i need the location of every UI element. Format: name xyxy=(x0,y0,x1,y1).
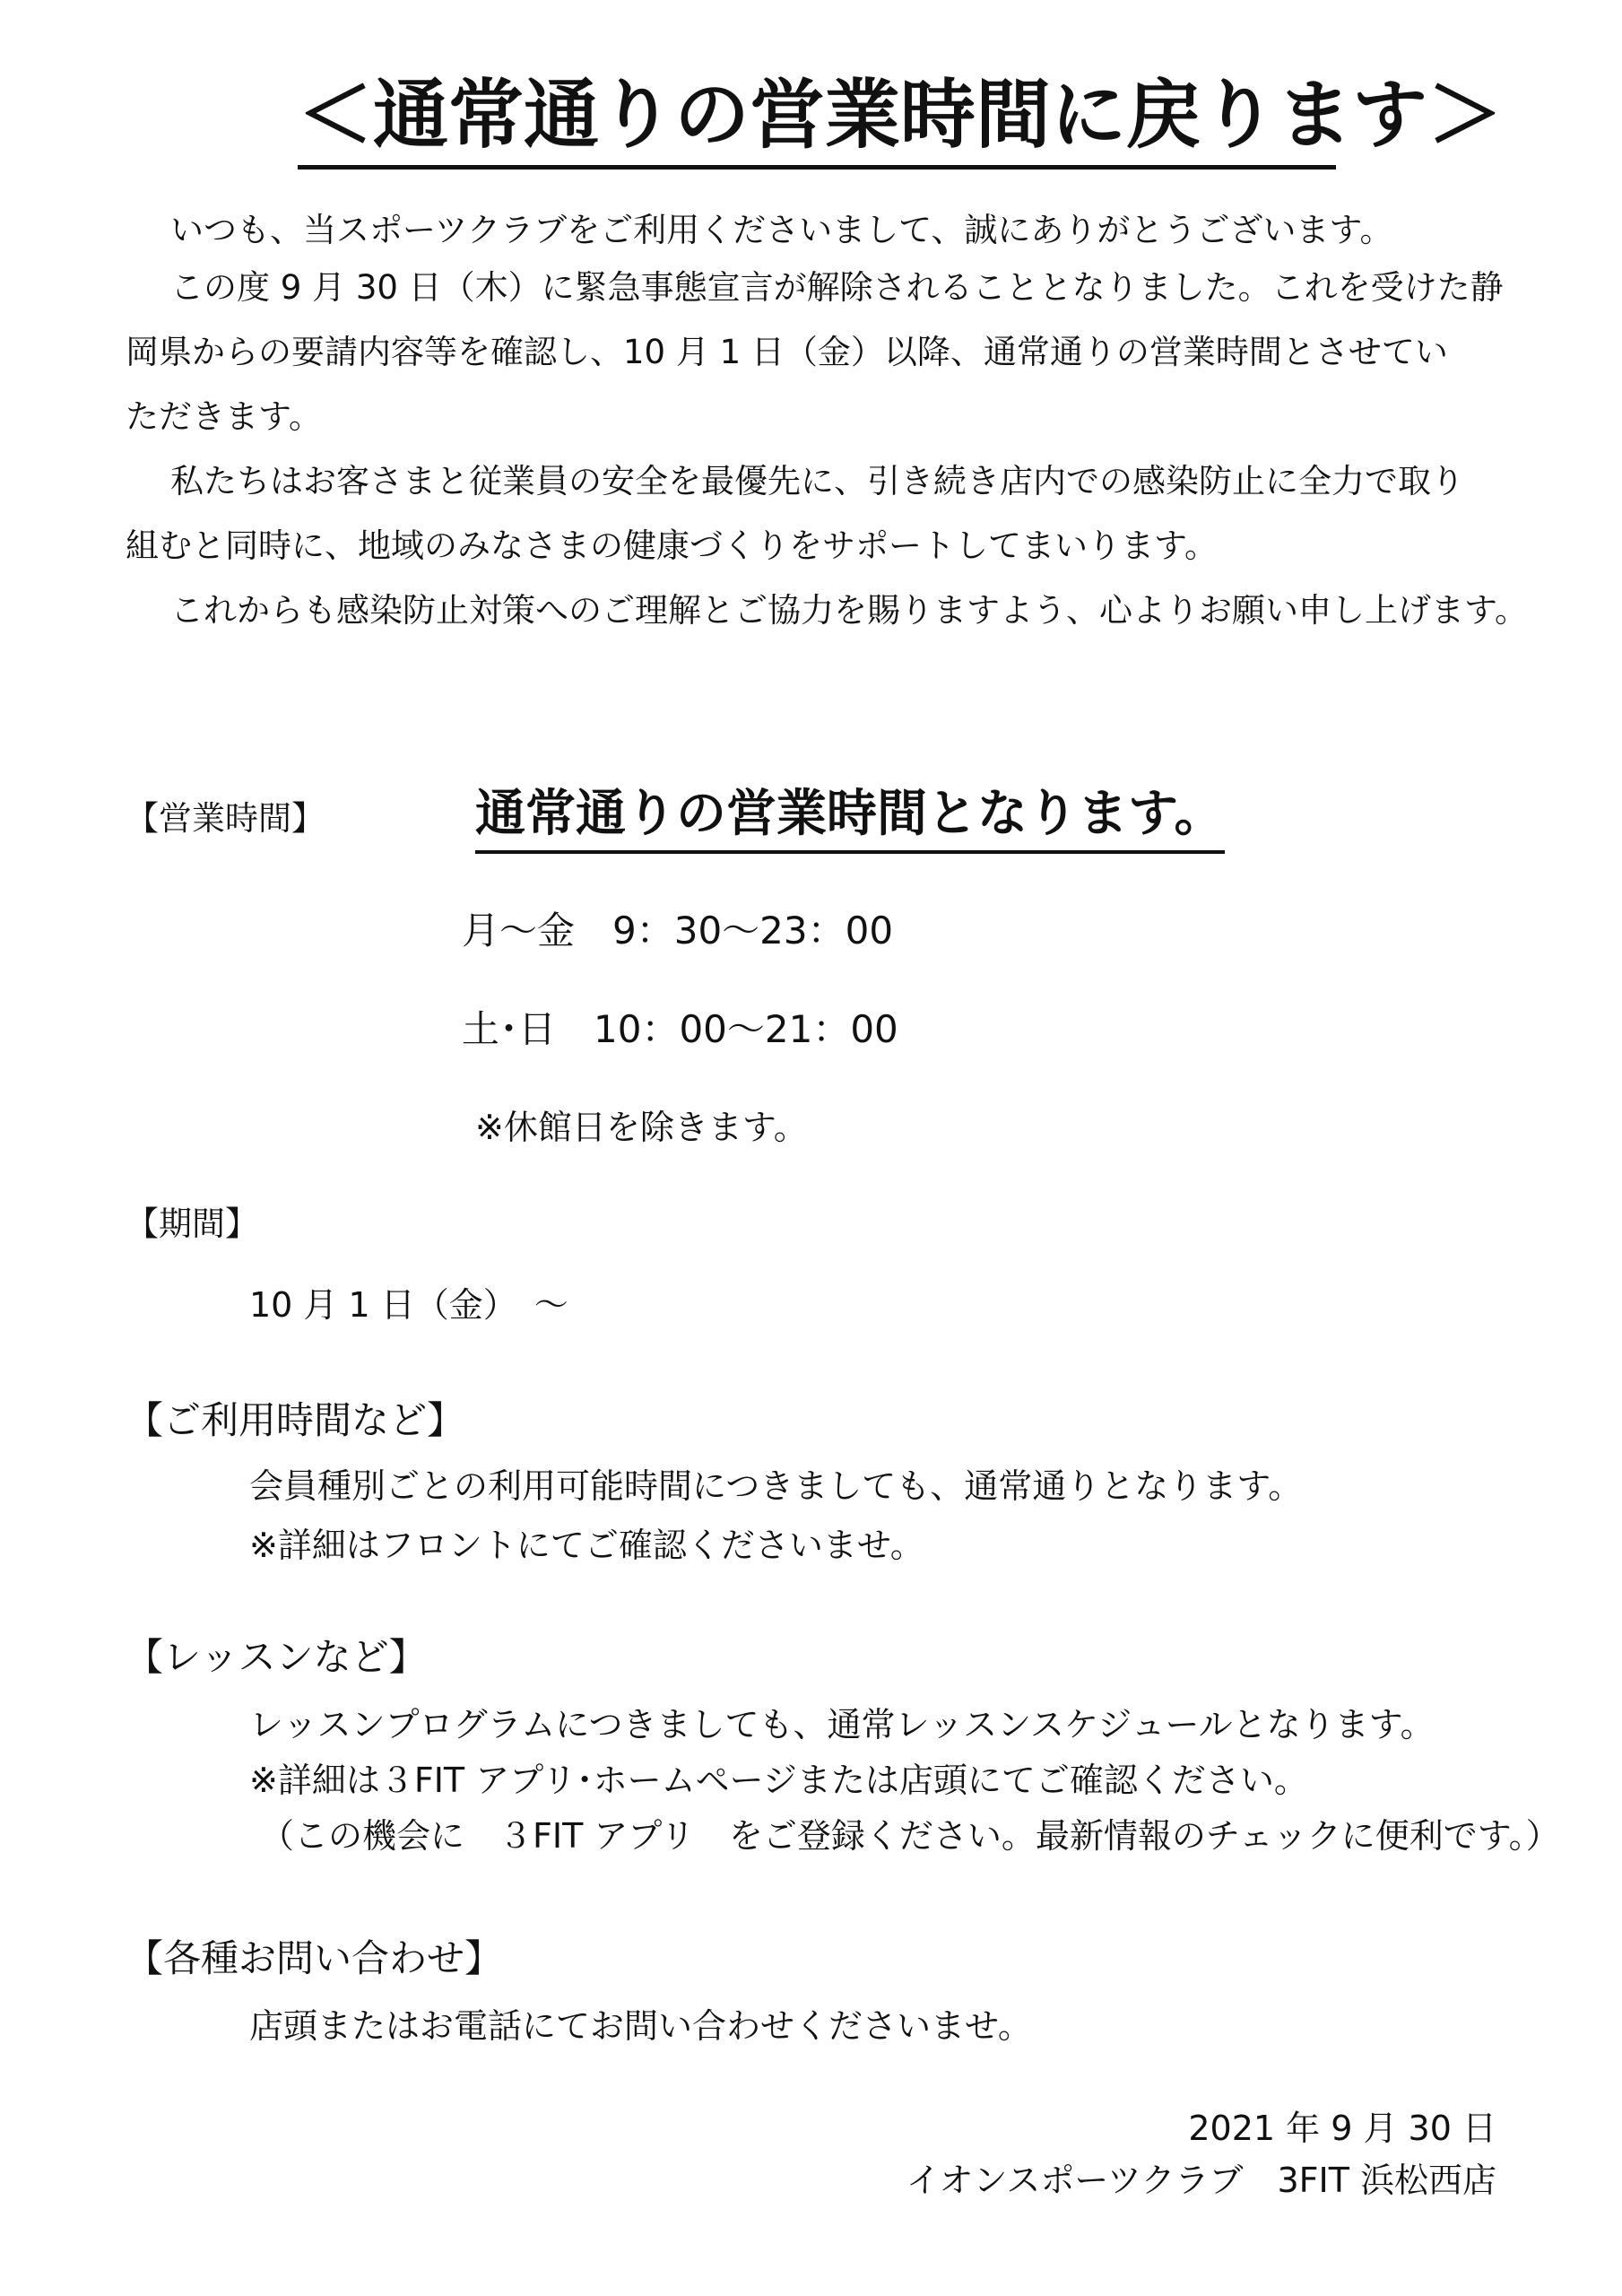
weekday-hours: 月～金 9：30～23：00 xyxy=(462,909,894,952)
intro-line-7: これからも感染防止対策へのご理解とご協力を賜りますよう、心よりお願い申し上げます。 xyxy=(170,591,1529,630)
lesson-line-1: レッスンプログラムにつきましても、通常レッスンスケジュールとなります。 xyxy=(249,1705,1435,1744)
footer-date: 2021 年 9 月 30 日 xyxy=(1188,2109,1496,2148)
period-label: 【期間】 xyxy=(126,1205,258,1243)
intro-line-6: 組むと同時に、地域のみなさまの健康づくりをサポートしてまいります。 xyxy=(126,526,1219,565)
page-title: ＜通常通りの営業時間に戻ります＞ xyxy=(298,70,1336,170)
contact-label: 【各種お問い合わせ】 xyxy=(126,1936,503,1980)
intro-line-1: いつも、当スポーツクラブをご利用くださいまして、誠にありがとうございます。 xyxy=(170,211,1393,249)
contact-text: 店頭またはお電話にてお問い合わせくださいませ。 xyxy=(249,2006,1032,2046)
footer-store: イオンスポーツクラブ 3FIT 浜松西店 xyxy=(906,2161,1496,2200)
closed-day-note: ※休館日を除きます。 xyxy=(475,1108,808,1147)
lesson-label: 【レッスンなど】 xyxy=(126,1635,427,1679)
intro-line-5: 私たちはお客さまと従業員の安全を最優先に、引き続き店内での感染防止に全力で取り xyxy=(170,462,1464,500)
usage-label: 【ご利用時間など】 xyxy=(126,1398,465,1442)
intro-line-4: ただきます。 xyxy=(126,397,323,436)
hours-label: 【営業時間】 xyxy=(126,799,325,838)
hours-heading: 通常通りの営業時間となります。 xyxy=(475,782,1225,854)
intro-line-3: 岡県からの要請内容等を確認し、10 月 1 日（金）以降、通常通りの営業時間とさせてい xyxy=(126,333,1448,371)
intro-line-2: この度 9 月 30 日（木）に緊急事態宣言が解除されることとなりました。これを受けた静 xyxy=(170,268,1504,307)
usage-line-2: ※詳細はフロントにてご確認くださいませ。 xyxy=(249,1526,924,1565)
lesson-line-2: ※詳細は３FIT アプリ･ホームページまたは店頭にてご確認ください。 xyxy=(249,1761,1308,1800)
period-text: 10 月 1 日（金） ～ xyxy=(249,1285,568,1325)
usage-line-1: 会員種別ごとの利用可能時間につきましても、通常通りとなります。 xyxy=(249,1466,1303,1506)
lesson-line-3: （この機会に ３FIT アプリ をご登録ください。最新情報のチェックに便利です。） xyxy=(260,1816,1560,1856)
weekend-hours: 土･日 10：00～21：00 xyxy=(462,1007,898,1051)
